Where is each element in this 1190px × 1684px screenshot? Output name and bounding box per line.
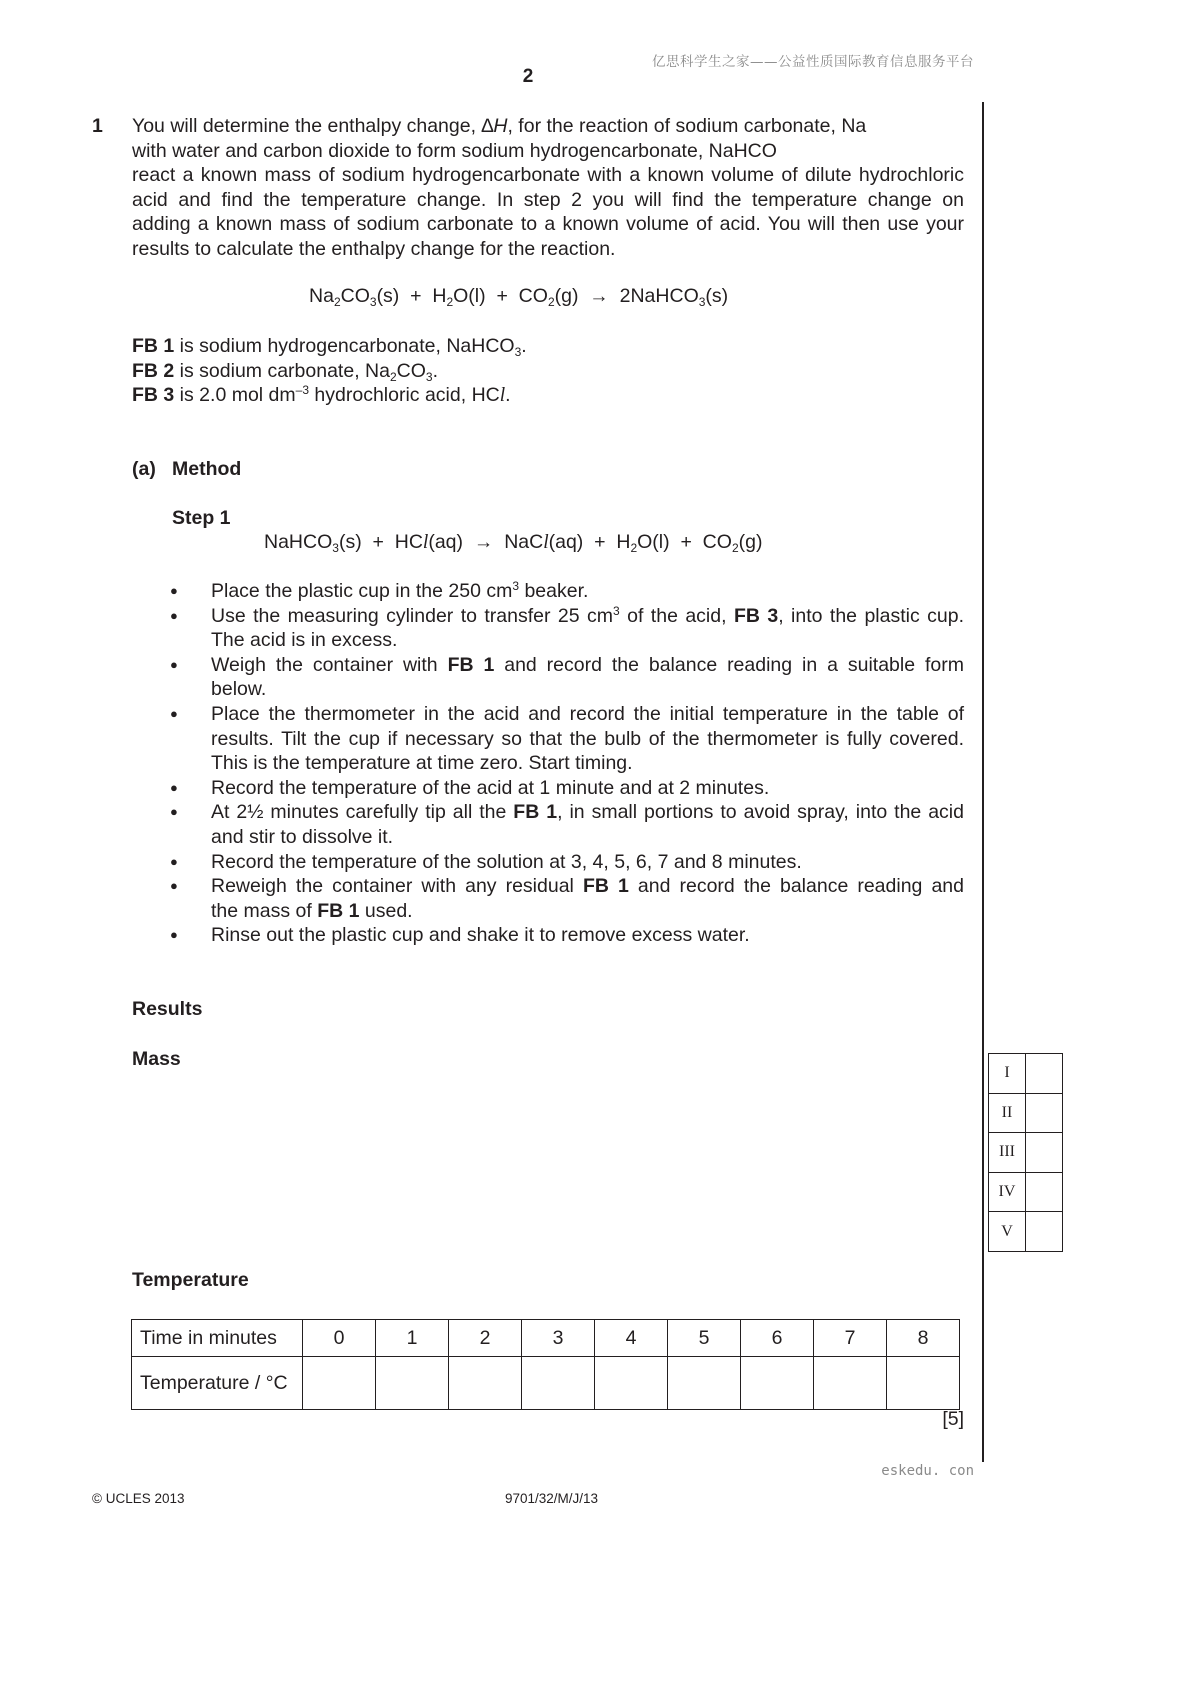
step-1-equation: NaHCO$_3$(s) + HCl(aq) → NaCl(aq) + $H_2O(l) + CO_2(g)$: [264, 531, 763, 555]
temperature-entry-cell[interactable]: [303, 1357, 376, 1410]
bullet-icon: ●: [170, 853, 178, 869]
table-row: [132, 1320, 960, 1357]
results-heading: Results: [132, 998, 203, 1020]
list-item: ● Rinse out the plastic cup and shake it to remove excess water.: [170, 924, 750, 947]
footer-watermark: eskedu. con: [881, 1463, 974, 1479]
temperature-table: [131, 1319, 960, 1410]
bullet-icon: ●: [170, 804, 178, 820]
grid-label: V: [989, 1212, 1026, 1252]
header-watermark: 亿思科学生之家——公益性质国际教育信息服务平台: [652, 54, 974, 70]
part-a-label: (a): [132, 458, 156, 480]
grid-mark-box[interactable]: [1026, 1054, 1063, 1094]
reagent-fb1: FB 1 is sodium hydrogencarbonate, NaHCO$_3$.: [132, 335, 527, 359]
reagent-fb2: FB 2 is sodium carbonate, $Na_2CO_3$.: [132, 359, 439, 384]
intro-line-1: You will determine the enthalpy change, ∆H, for the reaction of sodium carbonate, Na: [132, 115, 867, 137]
bullet-icon: ●: [170, 656, 178, 672]
time-cell: 6: [741, 1320, 814, 1357]
marks-allocation: [5]: [942, 1408, 964, 1430]
reagent-fb3: FB 3 is 2.0 mol $dm^{-3}$ hydrochloric acid, HCl.: [132, 383, 511, 407]
temperature-entry-cell[interactable]: [668, 1357, 741, 1410]
temperature-entry-cell[interactable]: [522, 1357, 595, 1410]
intro-line-5: adding a known mass of sodium carbonate to a known volume of acid. You will then use your: [132, 213, 964, 236]
method-heading: Method: [172, 458, 242, 480]
page-number: 2: [522, 66, 534, 87]
grid-mark-box[interactable]: [1026, 1093, 1063, 1133]
copyright: © UCLES 2013: [92, 1491, 185, 1506]
grid-label: I: [989, 1054, 1026, 1094]
table-row: [132, 1357, 960, 1410]
row-header-temperature: Temperature / °C: [132, 1357, 303, 1410]
list-item: ● Use the measuring cylinder to transfer 25 $cm^3$ of the acid, FB 3, into the plastic cup. The acid is in excess.: [170, 603, 964, 652]
temperature-entry-cell[interactable]: [376, 1357, 449, 1410]
bullet-icon: ●: [170, 779, 178, 795]
time-cell: 3: [522, 1320, 595, 1357]
mass-heading: Mass: [132, 1048, 181, 1070]
time-cell: 0: [303, 1320, 376, 1357]
time-cell: 1: [376, 1320, 449, 1357]
intro-line-3: react a known mass of sodium hydrogencarbonate with a known volume of dilute hydrochloric: [132, 164, 964, 187]
grid-label: IV: [989, 1172, 1026, 1212]
temperature-entry-cell[interactable]: [814, 1357, 887, 1410]
time-cell: 8: [887, 1320, 960, 1357]
temperature-entry-cell[interactable]: [887, 1357, 960, 1410]
temperature-entry-cell[interactable]: [449, 1357, 522, 1410]
intro-line-2: with water and carbon dioxide to form sodium hydrogencarbonate, NaHCO: [132, 139, 777, 162]
list-item: ● Place the thermometer in the acid and record the initial temperature in the table of results. Tilt the cup if necessary so that the bulb of the thermometer is fully covered. This is the temperature at time zero. Start timing.: [170, 702, 964, 775]
list-item: ● Record the temperature of the solution at 3, 4, 5, 6, 7 and 8 minutes.: [170, 850, 802, 873]
margin-rule: [982, 102, 984, 1462]
grid-mark-box[interactable]: [1026, 1133, 1063, 1173]
grid-mark-box[interactable]: [1026, 1172, 1063, 1212]
grid-label: II: [989, 1093, 1026, 1133]
method-steps-list: [170, 579, 964, 948]
intro-line-6: results to calculate the enthalpy change for the reaction.: [132, 238, 616, 260]
marking-grid: [988, 1053, 1063, 1252]
bullet-icon: ●: [170, 583, 178, 598]
time-cell: 5: [668, 1320, 741, 1357]
list-item: ● Weigh the container with FB 1 and record the balance reading in a suitable form below.: [170, 653, 964, 701]
bullet-icon: ●: [170, 878, 178, 894]
main-equation: $Na_2CO_3(s) + H_2O(l) + CO_2(g)$ → 2NaHCO$_3$(s): [309, 285, 729, 309]
time-cell: 2: [449, 1320, 522, 1357]
list-item: ● Reweigh the container with any residual FB 1 and record the balance reading and the mass of FB 1 used.: [170, 875, 964, 922]
list-item: ● At 2½ minutes carefully tip all the FB 1, in small portions to avoid spray, into the acid and stir to dissolve it.: [170, 801, 964, 848]
temperature-heading: Temperature: [132, 1269, 249, 1291]
row-header-time: Time in minutes: [132, 1320, 303, 1357]
bullet-icon: ●: [170, 927, 178, 943]
intro-line-4: acid and find the temperature change. In step 2 you will find the temperature change on: [132, 188, 964, 211]
time-cell: 7: [814, 1320, 887, 1357]
bullet-icon: ●: [170, 705, 178, 721]
temperature-entry-cell[interactable]: [595, 1357, 668, 1410]
grid-mark-box[interactable]: [1026, 1212, 1063, 1252]
bullet-icon: ●: [170, 607, 178, 623]
list-item: ● Record the temperature of the acid at 1 minute and at 2 minutes.: [170, 776, 770, 799]
paper-code: 9701/32/M/J/13: [505, 1491, 599, 1506]
question-number: 1: [92, 115, 103, 137]
temperature-entry-cell[interactable]: [741, 1357, 814, 1410]
step-1-heading: Step 1: [172, 507, 231, 529]
grid-label: III: [989, 1133, 1026, 1173]
time-cell: 4: [595, 1320, 668, 1357]
list-item: ● Place the plastic cup in the 250 $cm^3$ beaker.: [170, 579, 589, 602]
